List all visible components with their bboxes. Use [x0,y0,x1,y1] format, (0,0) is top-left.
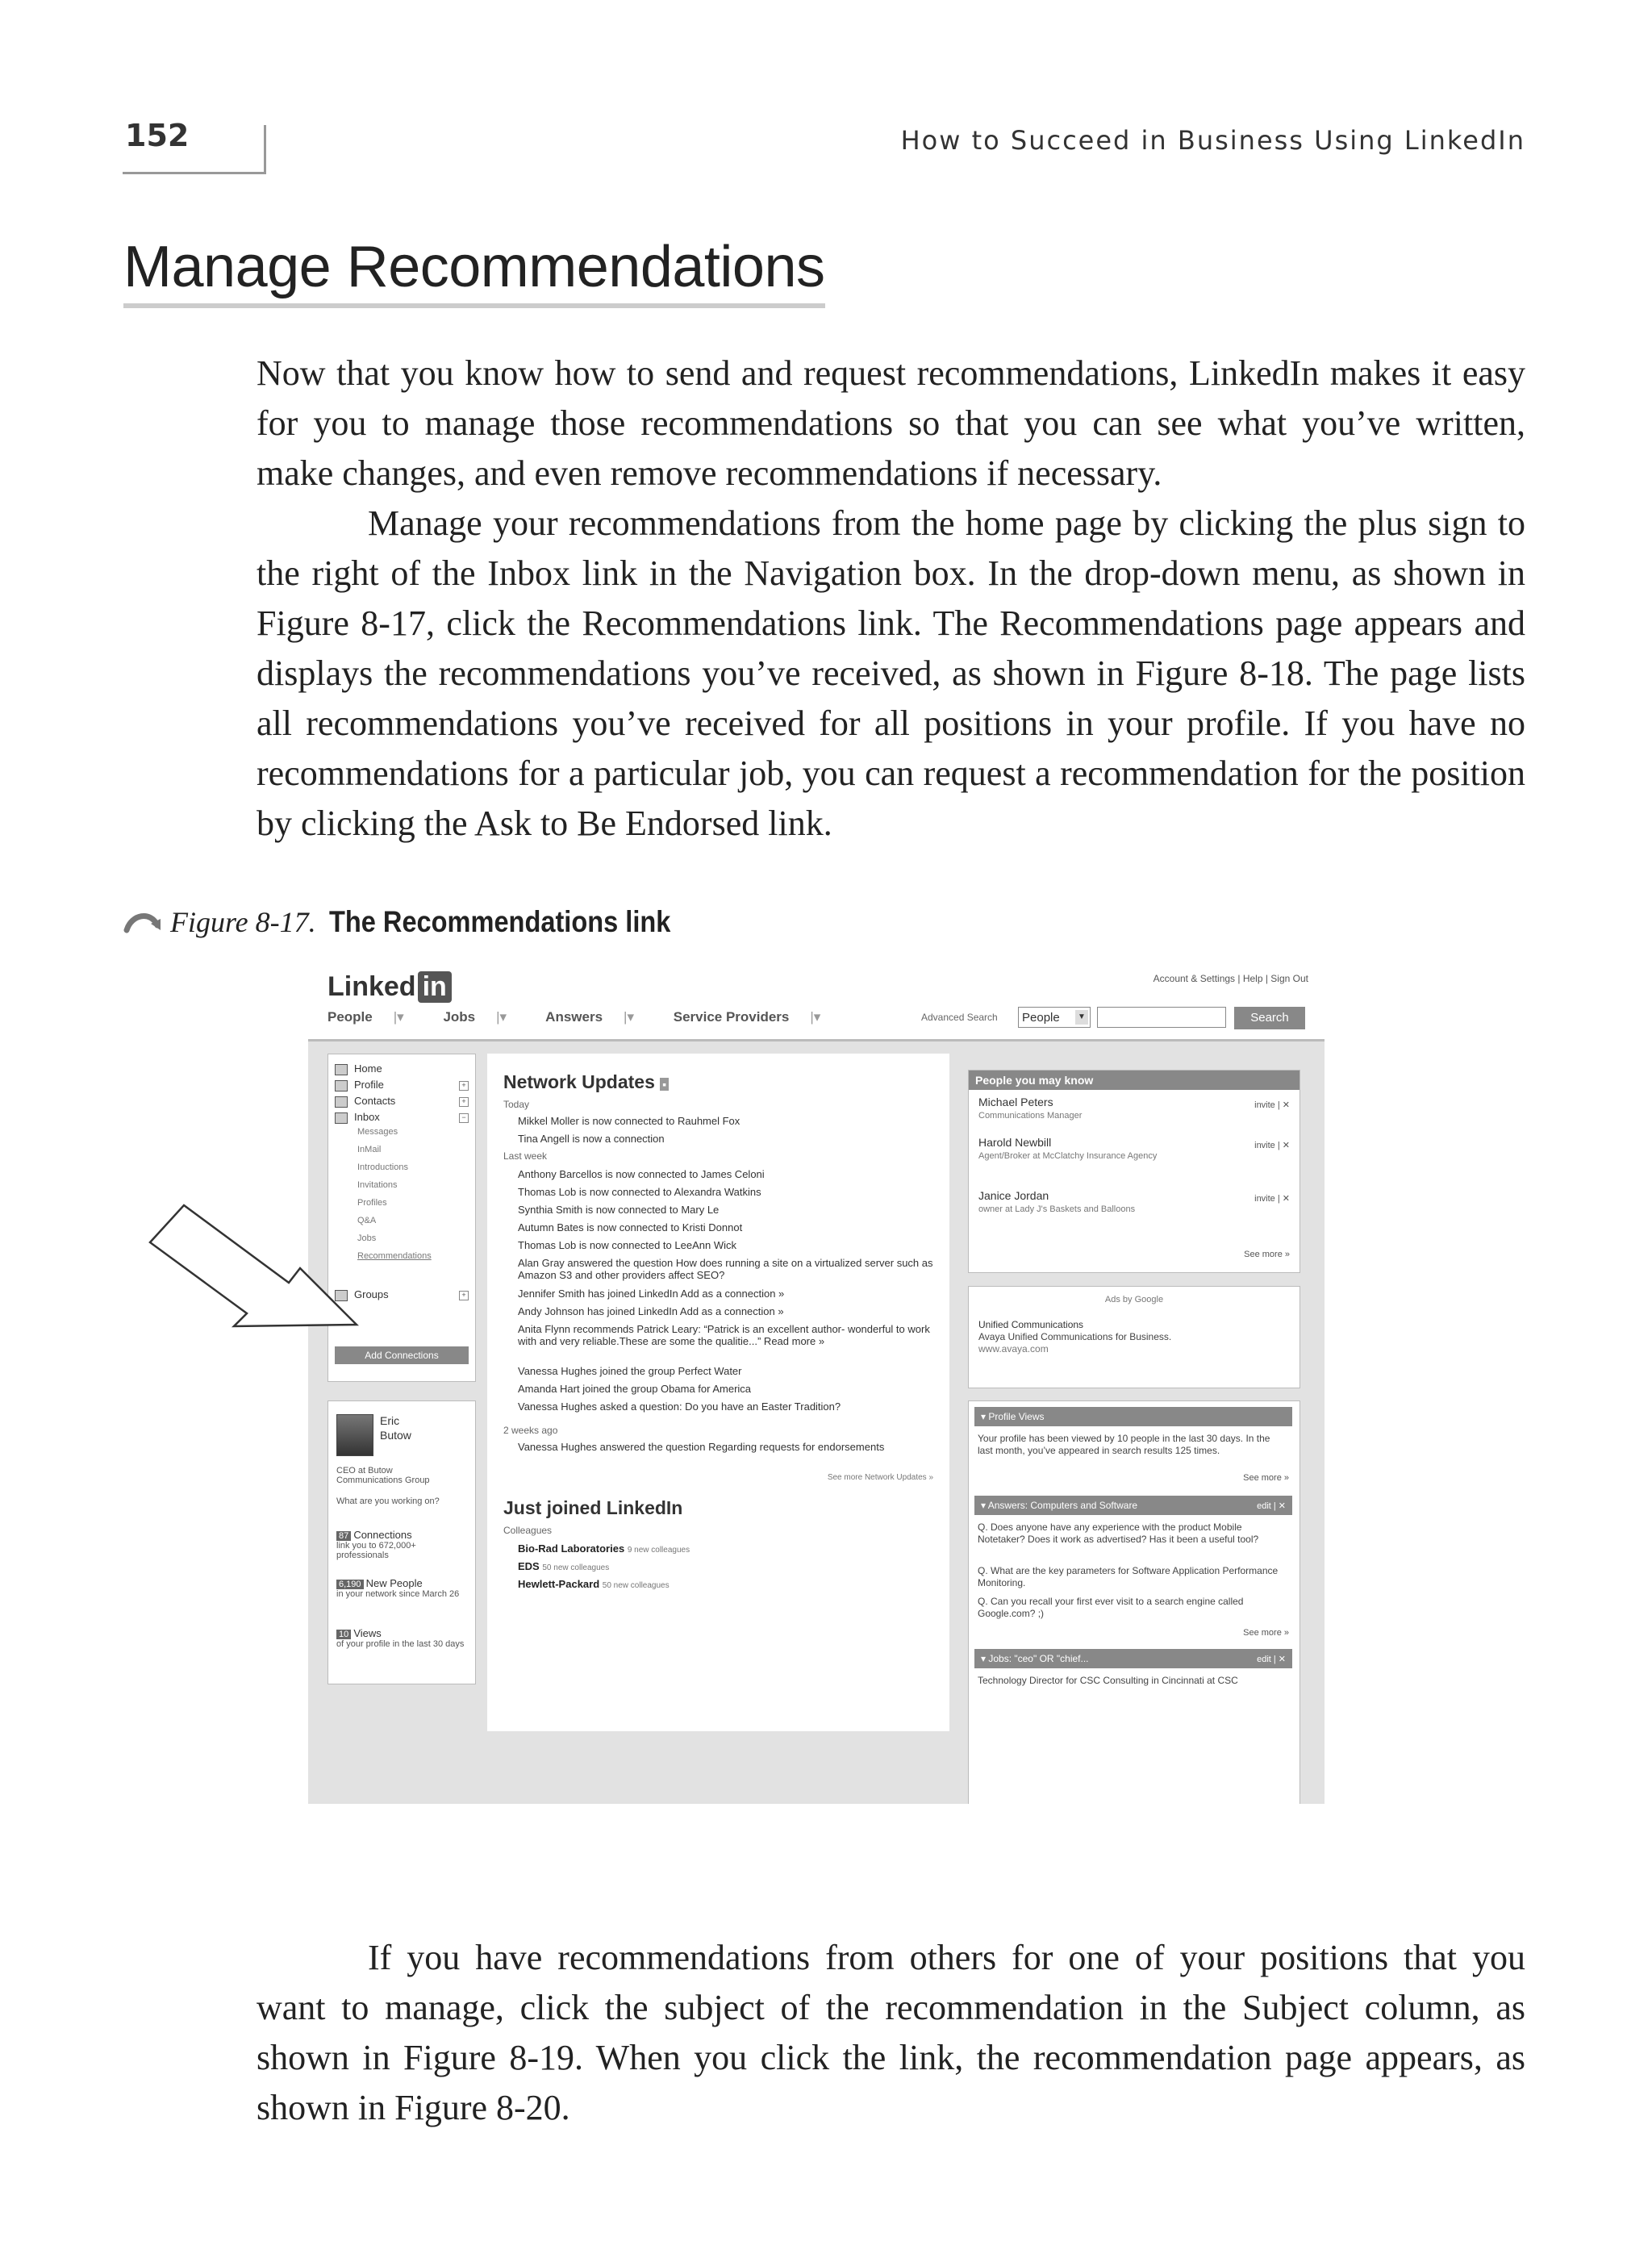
views-label: Views [353,1627,382,1639]
nav-inbox-label: Inbox [354,1111,380,1123]
list-item[interactable] [518,1560,937,1574]
views-sub: of your profile in the last 30 days [336,1639,465,1649]
pymk-person-title: owner at Lady J's Baskets and Balloons [978,1204,1136,1214]
answers-question[interactable]: Q. What are the key parameters for Software Application Performance Monitoring. [978,1565,1279,1588]
two-weeks-label: 2 weeks ago [503,1425,558,1436]
list-item[interactable]: Anthony Barcellos is now connected to James Celoni [518,1168,765,1180]
nav-inbox[interactable] [335,1111,380,1124]
pymk-person-name: Michael Peters [978,1096,1053,1108]
profile-views-header[interactable]: ▾ Profile Views [974,1407,1292,1426]
chevron-down-icon: |▾ [624,1009,634,1025]
profile-icon [335,1080,348,1092]
new-people-label: New People [365,1577,423,1589]
callout-arrow-icon [145,1194,371,1339]
advanced-search-link[interactable]: Advanced Search [921,1012,998,1023]
home-icon [335,1064,348,1075]
nav-home[interactable] [335,1062,382,1075]
company-count: 50 new colleagues [542,1563,610,1572]
figure-label: Figure 8-17. [170,906,316,938]
pymk-person[interactable] [978,1137,1285,1162]
ad-content[interactable] [978,1319,1285,1355]
network-updates-column [487,1054,949,1731]
connections-sub: link you to 672,000+ professionals [336,1541,416,1560]
search-scope-value: People [1022,1011,1060,1025]
profile-last-name[interactable]: Butow [380,1429,411,1442]
answers-question[interactable]: Q. Does anyone have any experience with the product Mobile Notetaker? Does it work as advertised? Has it been a useful tool? [978,1521,1259,1545]
chevron-down-icon: |▾ [393,1009,404,1025]
inbox-sub-inmail[interactable]: InMail [357,1145,382,1154]
inbox-sub-messages[interactable]: Messages [357,1127,398,1137]
paragraph-2: Manage your recommendations from the home page by clicking the plus sign to the right of the Inbox link in the Navigation box. In the drop-down menu, as shown in Figure 8-17, click the Recommendations link. The Recommendations page appears and displays the recommendations you’ve received, as shown in Figure 8-18. The page lists all recommendations you’ve received for all positions in your profile. If you have no recommendations for a particular job, you can request a recommendation for the position by clicking the Ask to Be Endorsed link. [257,503,1525,843]
company-name: Hewlett-Packard [518,1578,600,1590]
inbox-sub-qa[interactable]: Q&A [357,1216,377,1225]
widgets-column [968,1400,1299,1804]
nav-groups-label: Groups [354,1288,389,1300]
chevron-down-icon: |▾ [810,1009,821,1025]
nav-jobs-label: Jobs [443,1009,476,1025]
search-button[interactable]: Search [1234,1007,1305,1029]
add-connections-button[interactable]: Add Connections [335,1346,469,1364]
list-item[interactable]: Thomas Lob is now connected to Alexandra Watkins [518,1186,761,1198]
jobs-edit-button[interactable]: edit | ✕ [1257,1655,1286,1664]
nav-profile-label: Profile [354,1079,384,1091]
nav-answers[interactable] [545,1009,652,1025]
inbox-collapse-icon[interactable]: − [459,1113,469,1123]
nav-profile[interactable] [335,1079,384,1092]
paragraph-3: If you have recommendations from others for one of your positions that you want to manage, click the subject of the recommendation in the Subject column, as shown in Figure 8-19. When you click the link, the recommendation page appears, as shown in Figure 8-20. [257,1938,1525,2127]
top-nav [327,1009,856,1025]
nav-jobs[interactable] [443,1009,524,1025]
ads-box [968,1286,1300,1388]
list-item[interactable]: Mikkel Moller is now connected to Rauhmel Fox [518,1115,740,1127]
company-name: EDS [518,1560,540,1572]
linkedin-logo[interactable] [327,971,452,1003]
inbox-sub-recommendations[interactable]: Recommendations [357,1251,432,1261]
nav-home-label: Home [354,1062,382,1075]
nav-contacts[interactable] [335,1095,395,1108]
pymk-person[interactable] [978,1190,1285,1216]
nav-answers-label: Answers [545,1009,603,1025]
connections-stat[interactable] [336,1529,465,1560]
inbox-sub-profiles[interactable]: Profiles [357,1198,387,1208]
figure-arrow-icon [123,909,164,935]
network-updates-title-text: Network Updates [503,1071,655,1092]
list-item[interactable]: Tina Angell is now a connection [518,1133,665,1145]
profile-first-name[interactable]: Eric [380,1414,400,1427]
nav-people-label: People [327,1009,373,1025]
nav-service-providers[interactable] [674,1009,839,1025]
logo-text: Linked [327,971,416,1002]
answers-question[interactable]: Q. Can you recall your first ever visit to a search engine called Google.com? ;) [978,1596,1244,1619]
inbox-sub-jobs[interactable]: Jobs [357,1233,377,1243]
figure-title: The Recommendations link [328,905,671,938]
profile-summary-box [327,1400,476,1684]
profile-expand-icon[interactable]: + [459,1081,469,1091]
company-count: 50 new colleagues [602,1581,670,1590]
search-scope-select[interactable] [1018,1007,1091,1028]
list-item[interactable]: Andy Johnson has joined LinkedIn Add as a connection » [518,1305,784,1317]
just-joined-title: Just joined LinkedIn [503,1497,683,1518]
section-title: Manage Recommendations [123,234,825,308]
running-head: How to Succeed in Business Using LinkedIn [900,125,1525,156]
answers-edit-button[interactable]: edit | ✕ [1257,1501,1286,1511]
inbox-icon [335,1112,348,1124]
contacts-expand-icon[interactable]: + [459,1097,469,1107]
pymk-person-name: Janice Jordan [978,1189,1049,1202]
list-item[interactable]: Synthia Smith is now connected to Mary Le [518,1204,720,1216]
invite-button[interactable]: invite | ✕ [1254,1194,1290,1204]
list-item[interactable]: Jennifer Smith has joined LinkedIn Add as a connection » [518,1288,785,1300]
inbox-sub-introductions[interactable]: Introductions [357,1162,408,1172]
pymk-person-title: Communications Manager [978,1111,1083,1121]
pymk-title: People you may know [969,1071,1299,1090]
page-number: 152 [125,118,190,153]
paragraph-1: Now that you know how to send and request recommendations, LinkedIn makes it easy for you to manage those recommendations so that you can see what you’ve written, make changes, and even remove recommendations if necessary. [257,353,1525,493]
inbox-sub-invitations[interactable]: Invitations [357,1180,398,1190]
pymk-person[interactable] [978,1096,1285,1122]
nav-contacts-label: Contacts [354,1095,396,1107]
network-updates-title [503,1071,669,1093]
list-item[interactable]: Vanessa Hughes answered the question Regarding requests for endorsements [518,1441,885,1453]
nav-service-providers-label: Service Providers [673,1009,790,1025]
pymk-person-name: Harold Newbill [978,1136,1052,1149]
list-item[interactable]: Alan Gray answered the question How does running a site on a virtualized server such as Amazon S3 and other providers affect SEO? [518,1257,933,1281]
list-item[interactable]: Vanessa Hughes joined the group Perfect Water [518,1365,742,1377]
list-item[interactable]: Vanessa Hughes asked a question: Do you have an Easter Tradition? [518,1400,841,1413]
list-item[interactable]: Thomas Lob is now connected to LeeAnn Wick [518,1239,736,1251]
colleagues-label: Colleagues [503,1525,553,1536]
avatar[interactable] [336,1414,373,1456]
last-week-label: Last week [503,1150,548,1162]
ad-line-3: www.avaya.com [978,1343,1049,1354]
list-item[interactable] [518,1578,937,1592]
list-item[interactable]: Autumn Bates is now connected to Kristi Donnot [518,1221,743,1233]
jobs-text[interactable]: Technology Director for CSC Consulting in Cincinnati at CSC [978,1675,1238,1686]
invite-button[interactable]: invite | ✕ [1254,1141,1290,1150]
new-people-sub: in your network since March 26 [336,1589,460,1599]
account-links[interactable]: Account & Settings | Help | Sign Out [1153,973,1308,984]
answers-see-more[interactable]: See more » [1243,1628,1289,1638]
contacts-icon [335,1096,348,1108]
figure-caption [123,905,717,939]
pymk-person-title: Agent/Broker at McClatchy Insurance Agency [978,1151,1158,1161]
list-item[interactable]: Anita Flynn recommends Patrick Leary: “Patrick is an excellent author- wonderful to work with and very reliable.These are some the qualitie...” Read more » [518,1323,930,1347]
list-item[interactable] [518,1542,937,1556]
connections-count: 87 [336,1531,351,1541]
jobs-header[interactable]: ▾ Jobs: "ceo" OR "chief... [974,1649,1292,1668]
connections-label: Connections [353,1529,412,1541]
ad-line-1: Unified Communications [978,1319,1084,1330]
search-input[interactable] [1097,1007,1226,1028]
linkedin-screenshot [308,965,1325,1804]
profile-headline: CEO at Butow Communications Group [336,1466,430,1485]
new-people-stat[interactable] [336,1577,465,1599]
today-label: Today [503,1099,530,1110]
chevron-down-icon: ▼ [1075,1010,1088,1025]
ad-line-2: Avaya Unified Communications for Business. [978,1331,1172,1342]
groups-expand-icon[interactable]: + [459,1291,469,1300]
views-count: 10 [336,1630,351,1639]
views-stat[interactable] [336,1627,465,1649]
profile-views-see-more[interactable]: See more » [1243,1473,1289,1483]
pymk-see-more[interactable]: See more » [1244,1250,1290,1259]
company-count: 9 new colleagues [627,1546,690,1555]
nav-people[interactable] [327,1009,422,1025]
company-name: Bio-Rad Laboratories [518,1542,625,1555]
invite-button[interactable]: invite | ✕ [1254,1100,1290,1110]
chevron-down-icon: |▾ [496,1009,507,1025]
see-more-updates-link[interactable]: See more Network Updates » [827,1473,933,1482]
status-prompt[interactable]: What are you working on? [336,1496,440,1506]
profile-views-text: Your profile has been viewed by 10 people in the last 30 days. In the last month, you’ve appeared in search results 125 times. [978,1433,1270,1456]
rss-icon[interactable]: ▪ [660,1078,669,1091]
ads-label: Ads by Google [1104,1295,1164,1304]
people-you-may-know-box [968,1070,1300,1273]
logo-badge: in [418,971,452,1003]
answers-header[interactable]: ▾ Answers: Computers and Software [974,1496,1292,1515]
new-people-count: 6,190 [336,1580,364,1589]
list-item[interactable]: Amanda Hart joined the group Obama for America [518,1383,752,1395]
